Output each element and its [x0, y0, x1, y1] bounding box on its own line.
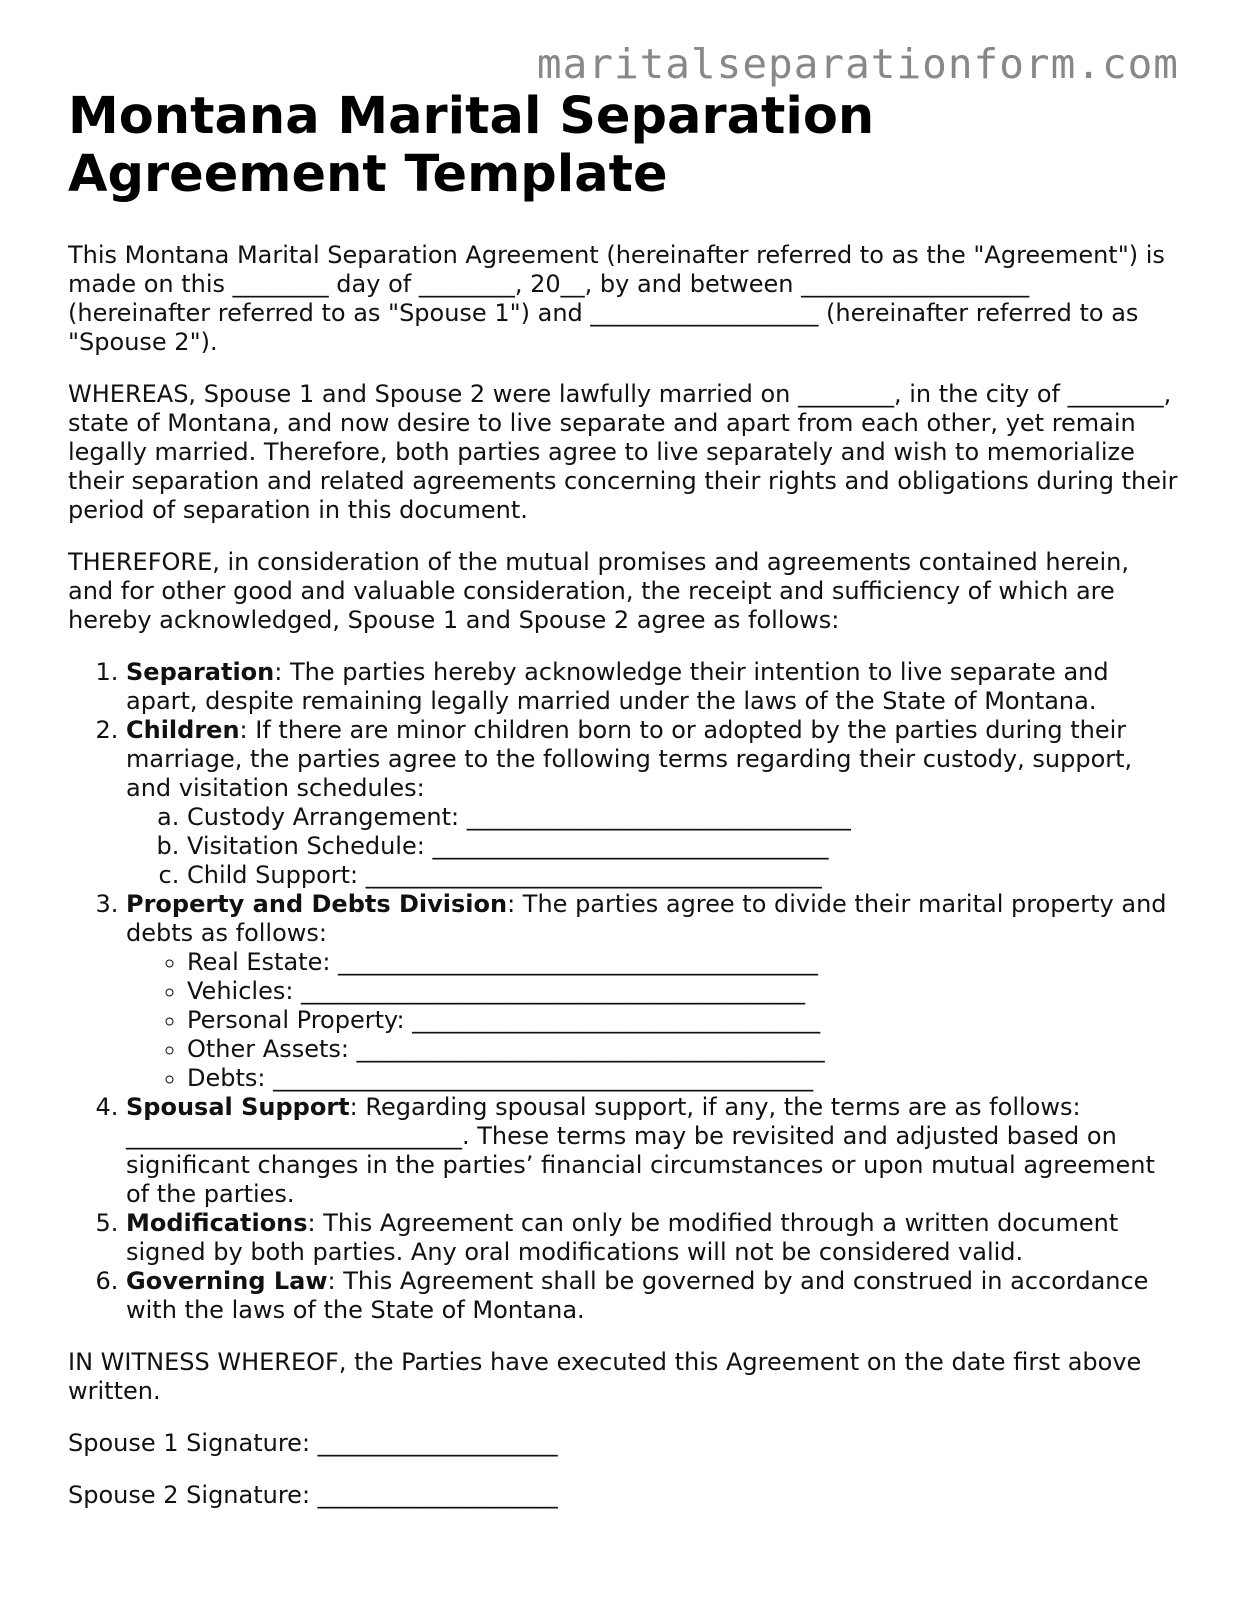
- whereas-paragraph: WHEREAS, Spouse 1 and Spouse 2 were lawfully married on ________, in the city of ________, state of Montana, and now desire to live separate and apart from each other, yet remain legally married. Therefore, both parties agree to live separately and wish to memorialize their separation and related agreements concerning their rights and obligations during their period of separation in this document.: [68, 380, 1178, 524]
- therefore-paragraph: THEREFORE, in consideration of the mutual promises and agreements contained herein, and for other good and valuable consideration, the receipt and sufficiency of which are hereby acknowledged, Spouse 1 and Spouse 2 agree as follows:: [68, 548, 1129, 634]
- term-heading: Spousal Support: [126, 1093, 350, 1121]
- term-text: : The parties agree to divide their marital property and debts as follows:: [126, 890, 1167, 947]
- term-spousal-support: [126, 1093, 1178, 1209]
- term-heading: Property and Debts Division: [126, 890, 508, 918]
- term-text: : The parties hereby acknowledge their intention to live separate and apart, despite remaining legally married under the laws of the State of Montana.: [126, 658, 1109, 715]
- term-heading: Children: [126, 716, 240, 744]
- debts-line: ◦ Debts: _____________________________________________: [187, 1064, 1178, 1093]
- term-heading: Separation: [126, 658, 275, 686]
- term-text: : Regarding spousal support, if any, the terms are as follows: ____________________________. These terms may be revisited and adjusted based on significant changes in the parties’ financial circumstances or upon mutual agreement of the parties.: [126, 1093, 1155, 1208]
- child-support-line: c. Child Support: ______________________________________: [187, 861, 1178, 890]
- personal-property-line: ◦ Personal Property: __________________________________: [187, 1006, 1178, 1035]
- property-sublist: [126, 948, 1178, 1093]
- custody-arrangement-line: a. Custody Arrangement: ________________________________: [187, 803, 1178, 832]
- spouse-1-signature-line: Spouse 1 Signature: ____________________: [68, 1429, 558, 1457]
- document-page: [68, 88, 1178, 1533]
- term-property-debts: [126, 890, 1178, 1093]
- term-modifications: [126, 1209, 1178, 1267]
- term-text: : This Agreement shall be governed by and construed in accordance with the laws of the State of Montana.: [126, 1267, 1149, 1324]
- vehicles-line: ◦ Vehicles: __________________________________________: [187, 977, 1178, 1006]
- agreement-body: [68, 241, 1178, 1510]
- term-children: [126, 716, 1178, 890]
- witness-paragraph: IN WITNESS WHEREOF, the Parties have executed this Agreement on the date first above written.: [68, 1348, 1142, 1405]
- term-text: : This Agreement can only be modified through a written document signed by both parties. Any oral modifications will not be considered valid.: [126, 1209, 1119, 1266]
- spouse-2-signature-line: Spouse 2 Signature: ____________________: [68, 1481, 558, 1509]
- children-sublist: [126, 803, 1178, 890]
- term-separation: [126, 658, 1178, 716]
- term-text: : If there are minor children born to or adopted by the parties during their marriage, the parties agree to the following terms regarding their custody, support, and visitation schedules:: [126, 716, 1133, 802]
- term-heading: Governing Law: [126, 1267, 328, 1295]
- intro-paragraph: This Montana Marital Separation Agreement (hereinafter referred to as the "Agreement") is made on this ________ day of ________, 20__, by and between ___________________ (hereinafter referred to as "Spouse 1") and ___________________ (hereinafter referred to as "Spouse 2").: [68, 241, 1165, 356]
- real-estate-line: ◦ Real Estate: ________________________________________: [187, 948, 1178, 977]
- watermark: maritalseparationform.com: [536, 40, 1179, 88]
- other-assets-line: ◦ Other Assets: _______________________________________: [187, 1035, 1178, 1064]
- term-heading: Modifications: [126, 1209, 308, 1237]
- visitation-schedule-line: b. Visitation Schedule: _________________________________: [187, 832, 1178, 861]
- page-title: Montana Marital Separation Agreement Template: [68, 87, 875, 204]
- term-governing-law: [126, 1267, 1178, 1325]
- terms-list: [68, 658, 1178, 1325]
